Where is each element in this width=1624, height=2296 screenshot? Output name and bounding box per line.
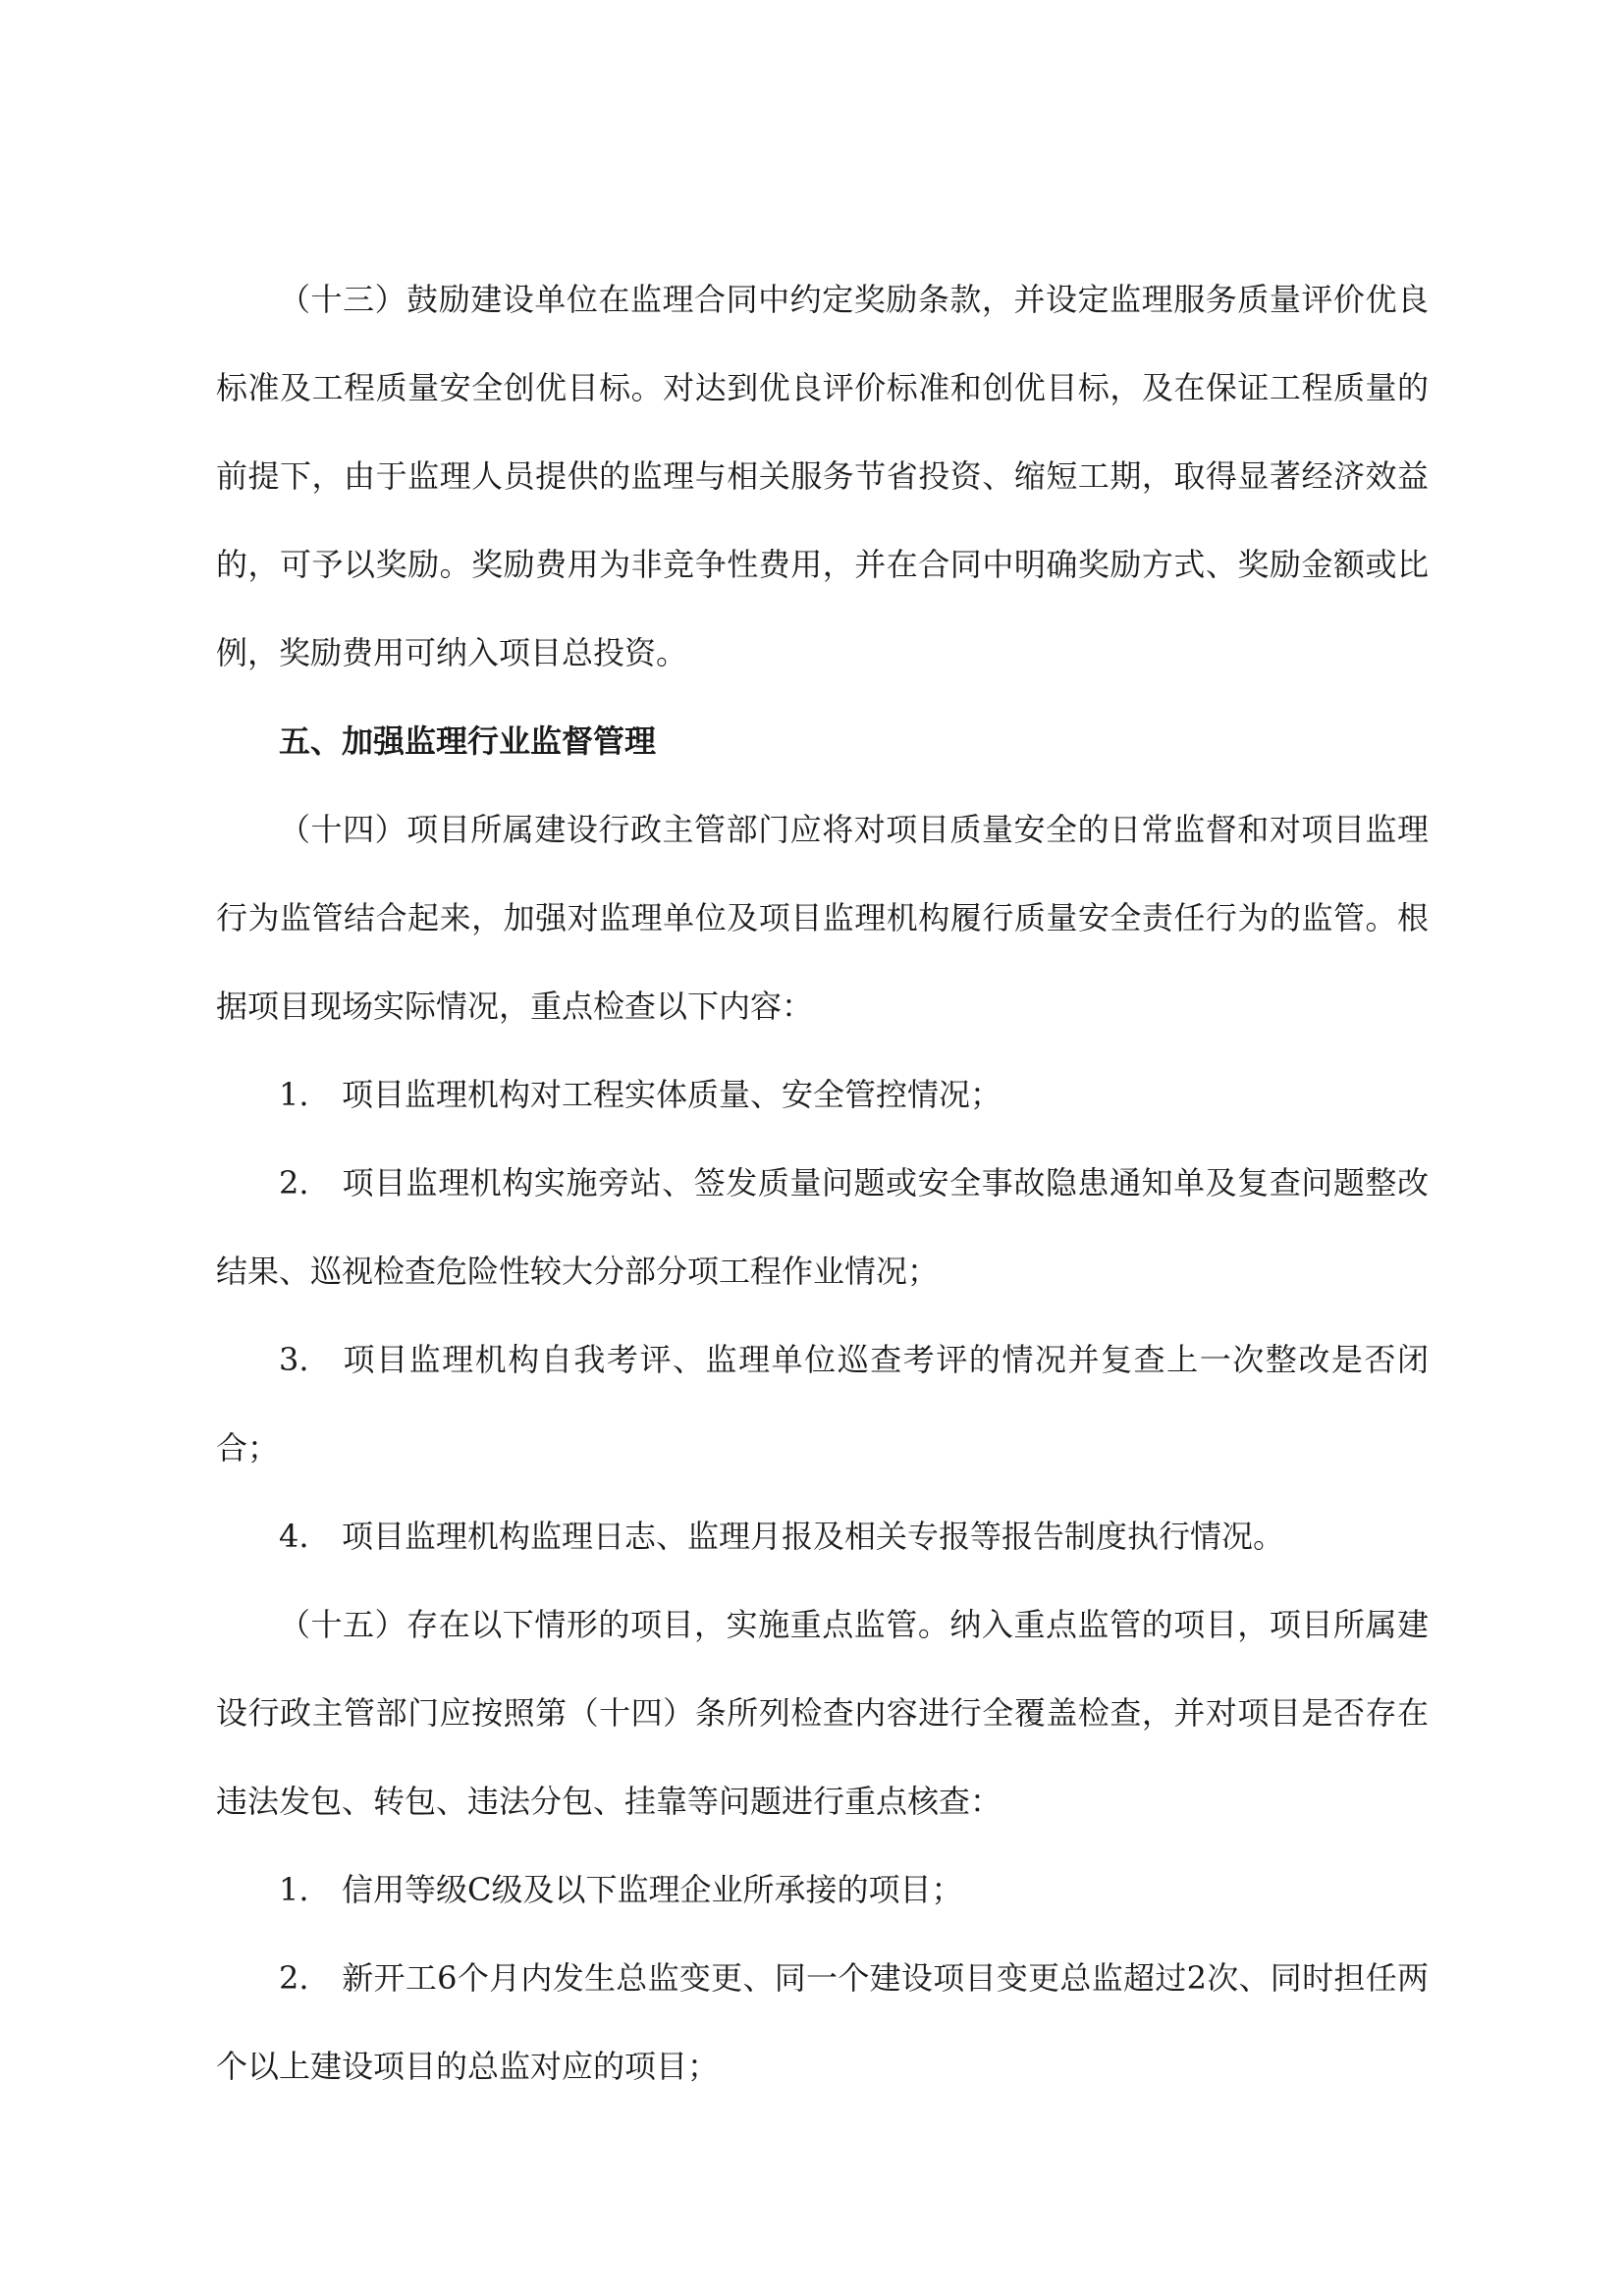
list-item (216, 1315, 1429, 1492)
list-item-number: 2. (279, 1959, 309, 1997)
paragraph-15: （十五）存在以下情形的项目，实施重点监管。纳入重点监管的项目，项目所属建设行政主管部门应按照第（十四）条所列检查内容进行全覆盖检查，并对项目是否存在违法发包、转包、违法分包、挂靠等问题进行重点核查： (216, 1606, 1429, 1820)
list-item-text: 新开工6个月内发生总监变更、同一个建设项目变更总监超过2次、同时担任两个以上建设项目的总监对应的项目； (216, 1959, 1429, 2085)
list-item-text: 项目监理机构自我考评、监理单位巡查考评的情况并复查上一次整改是否闭合； (216, 1341, 1429, 1467)
section-heading-5: 五、加强监理行业监督管理 (279, 722, 657, 760)
list-item-text: 项目监理机构对工程实体质量、安全管控情况； (342, 1076, 1002, 1113)
list-item-number: 1. (279, 1076, 309, 1113)
list-item-text: 项目监理机构实施旁站、签发质量问题或安全事故隐患通知单及复查问题整改结果、巡视检查危险性较大分部分项工程作业情况； (216, 1164, 1429, 1290)
list-item (216, 1050, 1429, 1139)
list-item-number: 1. (279, 1871, 309, 1908)
list-item (216, 1934, 1429, 2110)
paragraph-13: （十三）鼓励建设单位在监理合同中约定奖励条款，并设定监理服务质量评价优良标准及工程质量安全创优目标。对达到优良评价标准和创优目标，及在保证工程质量的前提下，由于监理人员提供的监理与相关服务节省投资、缩短工期，取得显著经济效益的，可予以奖励。奖励费用为非竞争性费用，并在合同中明确奖励方式、奖励金额或比例，奖励费用可纳入项目总投资。 (216, 281, 1429, 671)
list-item (216, 1492, 1429, 1580)
list-item-number: 4. (279, 1518, 309, 1555)
list-item (216, 1845, 1429, 1934)
paragraph-14: （十四）项目所属建设行政主管部门应将对项目质量安全的日常监督和对项目监理行为监管结合起来，加强对监理单位及项目监理机构履行质量安全责任行为的监管。根据项目现场实际情况，重点检查以下内容： (216, 811, 1429, 1025)
list-item-text: 项目监理机构监理日志、监理月报及相关专报等报告制度执行情况。 (342, 1518, 1285, 1555)
document-body (216, 255, 1429, 2110)
list-item-number: 2. (279, 1164, 309, 1201)
list-item-number: 3. (279, 1341, 309, 1378)
list-item-text: 信用等级C级及以下监理企业所承接的项目； (342, 1871, 963, 1908)
list-item (216, 1139, 1429, 1315)
